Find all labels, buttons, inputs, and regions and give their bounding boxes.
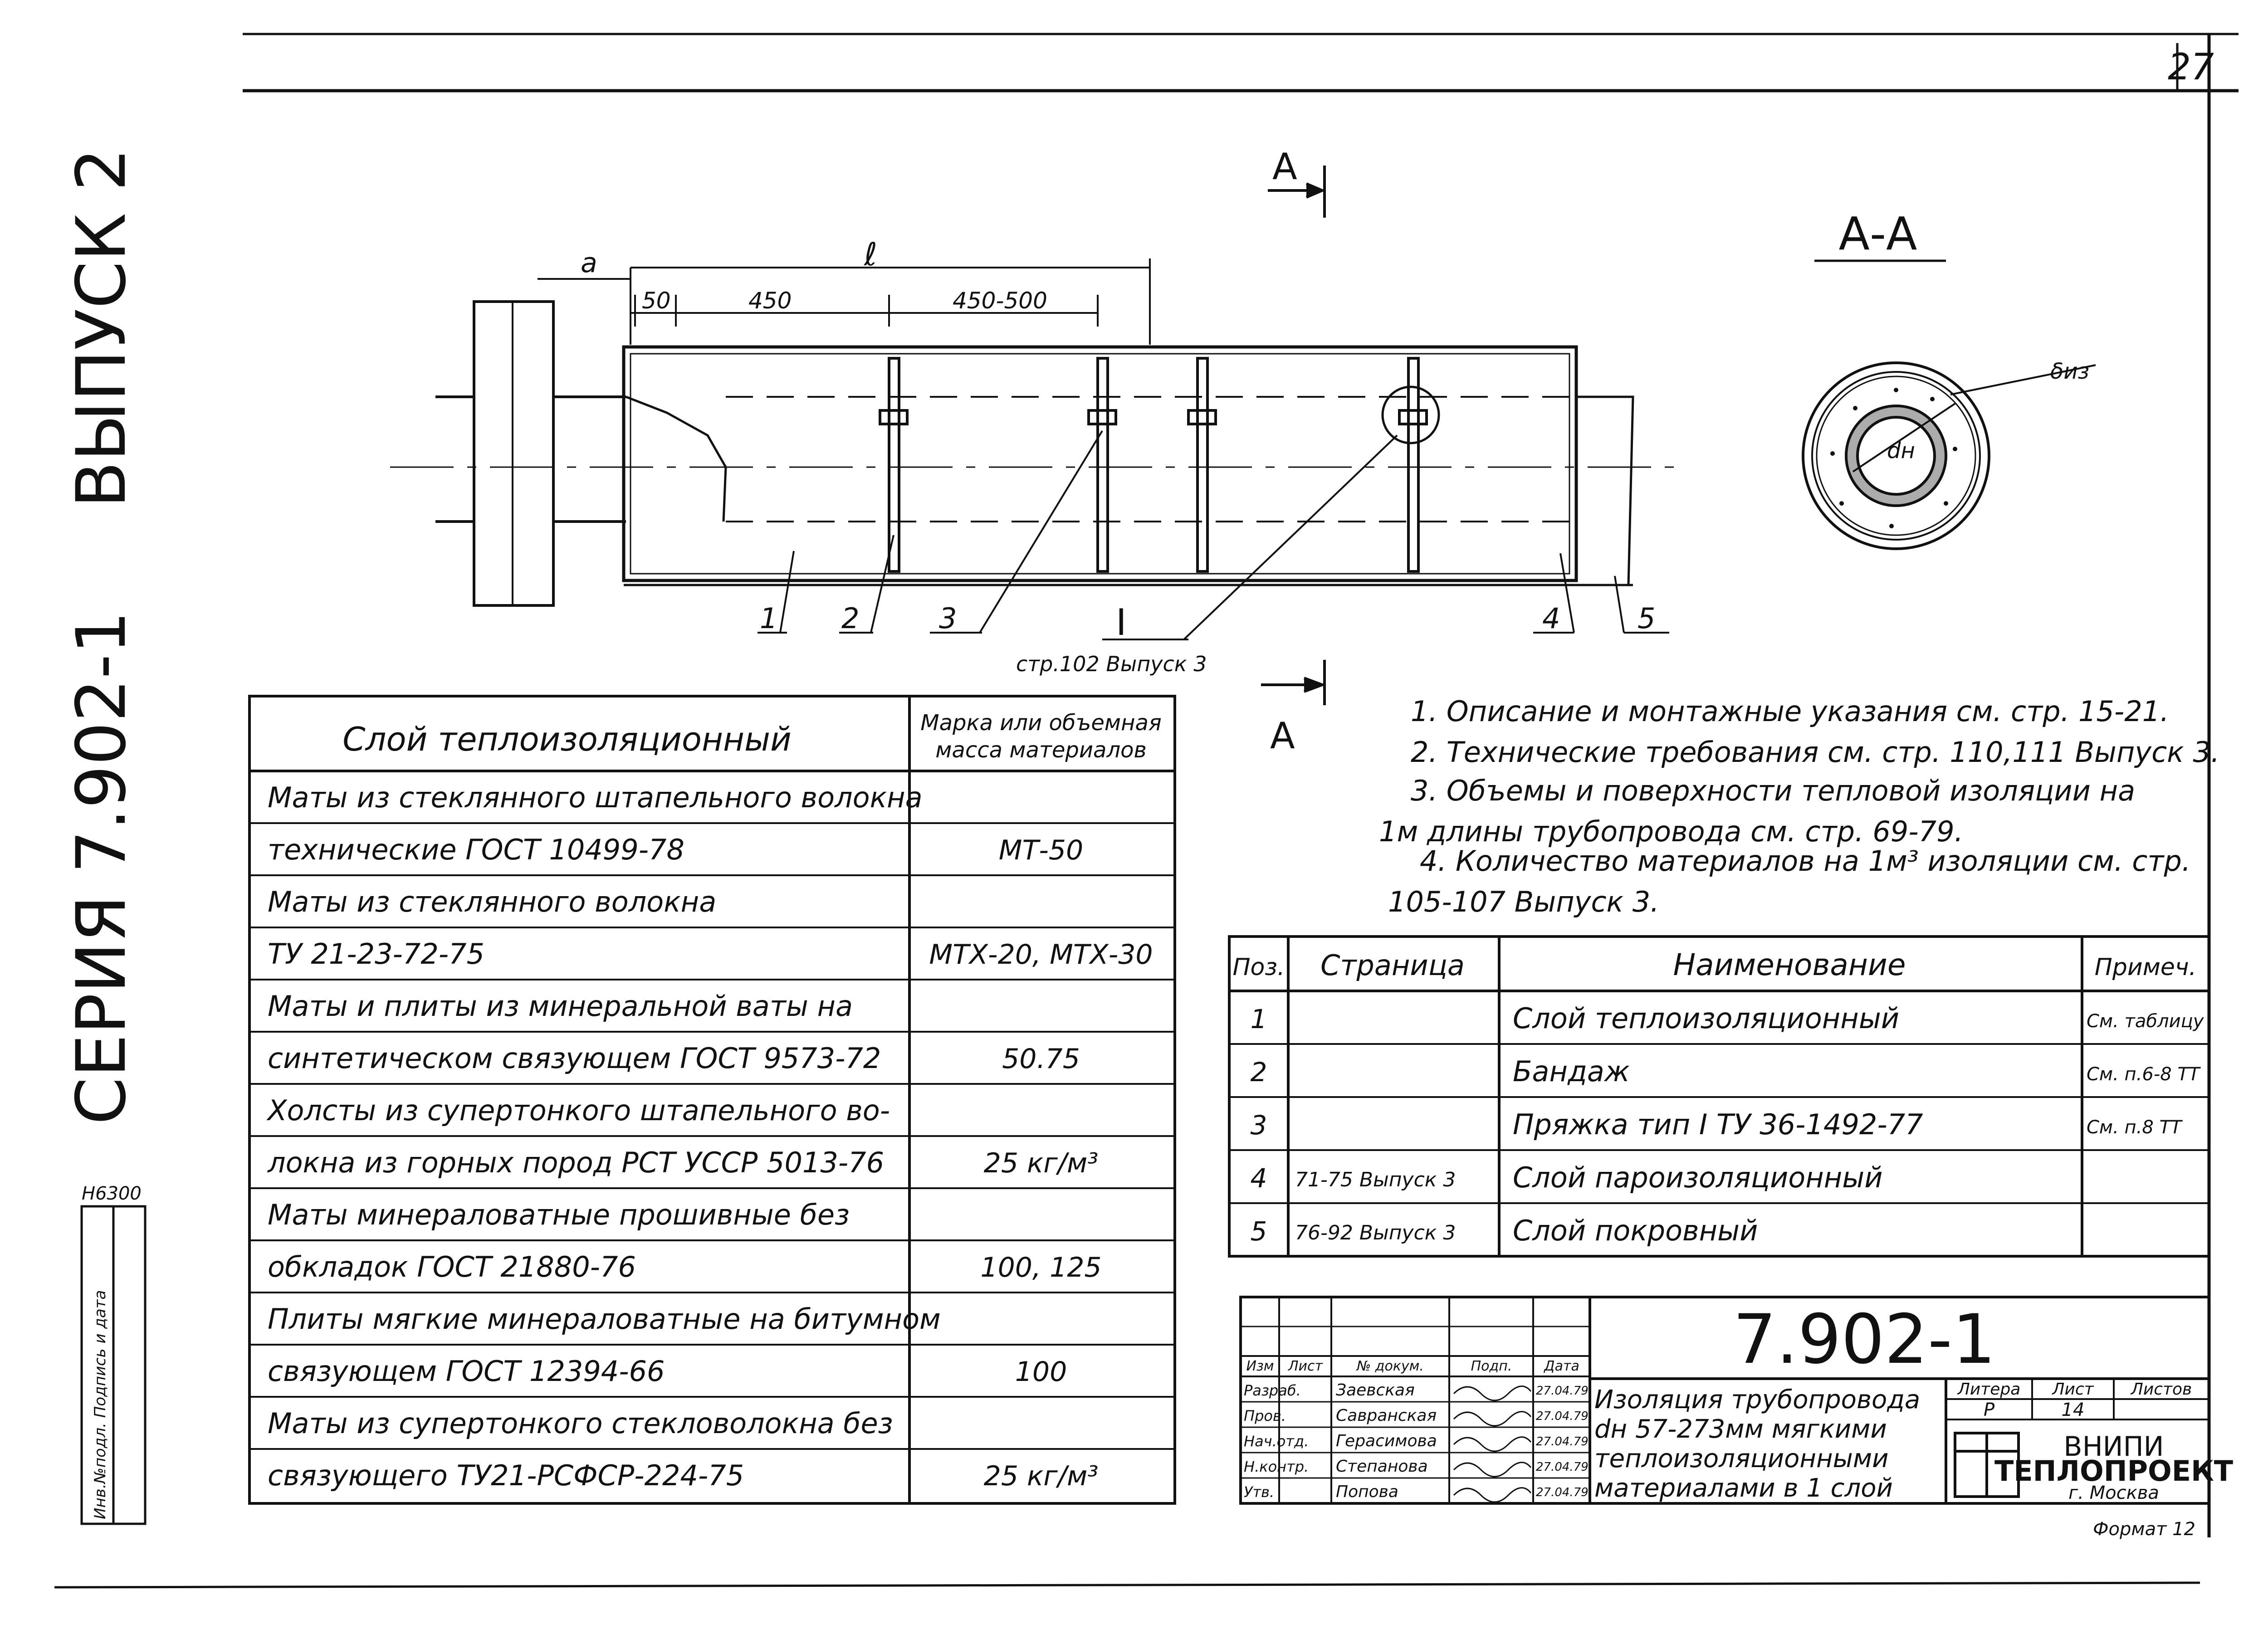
materials-row-text: Маты из стеклянного волокна — [268, 885, 717, 918]
dim-450: 450 — [748, 288, 792, 314]
title-block-col-header: Изм — [1246, 1358, 1274, 1374]
note-1: 1. Описание и монтажные указания см. стр. 15-21. — [1411, 695, 2169, 728]
signature-mark — [1454, 1412, 1531, 1426]
signature-mark — [1454, 1488, 1531, 1502]
spec-row-pos: 5 — [1250, 1216, 1267, 1247]
document-number: 7.902-1 — [1733, 1300, 1996, 1379]
spec-row-note: См. п.6-8 ТТ — [2087, 1064, 2200, 1085]
side-stamp-label: Инв.№подл. Подпись и дата — [91, 1290, 109, 1519]
materials-row-text: Маты из супертонкого стекловолокна без — [268, 1407, 893, 1440]
dim-50: 50 — [642, 288, 671, 314]
callout-4: 4 — [1542, 602, 1560, 635]
note-3: 3. Объемы и поверхности тепловой изоляции на — [1411, 774, 2136, 807]
materials-row-text: синтетическом связующем ГОСТ 9573-72 — [268, 1042, 881, 1075]
org-city: г. Москва — [2068, 1483, 2159, 1503]
materials-row-text: ТУ 21-23-72-75 — [268, 937, 485, 971]
spec-header-pos: Поз. — [1232, 954, 1285, 981]
spec-table — [1229, 937, 2209, 1256]
title-block — [1241, 1297, 2233, 1503]
materials-row-text: Маты и плиты из минеральной ваты на — [268, 990, 853, 1023]
spec-row-name: Слой теплоизоляционный — [1513, 1002, 1900, 1035]
detail-reference: стр.102 Выпуск 3 — [1016, 652, 1207, 676]
title-block-role: Пров. — [1244, 1407, 1286, 1424]
title-line-1: Изоляция трубопровода — [1594, 1385, 1921, 1415]
spec-header-page: Страница — [1320, 949, 1465, 982]
spec-row-page: 76-92 Выпуск 3 — [1295, 1221, 1456, 1244]
title-block-role: Н.контр. — [1244, 1458, 1309, 1475]
spec-row-pos: 1 — [1250, 1004, 1267, 1034]
materials-row-mark: 100 — [1015, 1356, 1067, 1388]
title-block-col-header: Лист — [1288, 1358, 1323, 1374]
band-2 — [1098, 358, 1108, 571]
insulation-layer — [624, 347, 1576, 580]
signature-mark — [1454, 1386, 1531, 1400]
materials-header-mark-1: Марка или объемная — [920, 710, 1162, 736]
sheet-number: 27 — [2168, 46, 2214, 88]
title-line-2: dн 57-273мм мягкими — [1594, 1415, 1887, 1444]
sheet-value: 14 — [2061, 1400, 2085, 1420]
flange — [474, 302, 553, 605]
callout-leaders — [758, 431, 1669, 639]
org-name-2: ТЕПЛОПРОЕКТ — [1994, 1454, 2234, 1488]
dim-l: ℓ — [864, 236, 877, 273]
title-block-date: 27.04.79 — [1536, 1384, 1589, 1398]
materials-row-text: обкладок ГОСТ 21880-76 — [268, 1250, 636, 1283]
materials-row-text: Маты из стеклянного штапельного волокна — [268, 781, 923, 814]
materials-row-mark: 25 кг/м³ — [983, 1460, 1099, 1492]
title-block-col-header: Подп. — [1471, 1358, 1512, 1374]
title-block-date: 27.04.79 — [1536, 1486, 1589, 1499]
sheet-format: Формат 12 — [2093, 1519, 2195, 1540]
note-4: 4. Количество материалов на 1м³ изоляции см. стр. — [1420, 844, 2191, 878]
spec-row-note: См. п.8 ТТ — [2087, 1117, 2182, 1138]
spec-header-note: Примеч. — [2094, 954, 2197, 981]
section-mark-top: A — [1272, 146, 1297, 188]
materials-row-text: локна из горных пород РСТ УССР 5013-76 — [268, 1146, 885, 1179]
note-4-cont: 105-107 Выпуск 3. — [1388, 885, 1659, 918]
title-line-4: материалами в 1 слой — [1594, 1473, 1893, 1503]
section-mark-bottom: A — [1270, 715, 1295, 757]
callout-detail-I: I — [1116, 601, 1127, 644]
spec-row-name: Слой пароизоляционный — [1513, 1161, 1883, 1194]
band-4 — [1408, 358, 1418, 571]
title-block-date: 27.04.79 — [1536, 1435, 1589, 1449]
litera-value: Р — [1983, 1400, 1995, 1420]
spec-header-name: Наименование — [1673, 947, 1906, 982]
materials-row-text: технические ГОСТ 10499-78 — [268, 833, 684, 866]
side-code: Н6300 — [82, 1183, 142, 1204]
side-series: СЕРИЯ 7.902-1 — [62, 610, 141, 1125]
title-block-person: Степанова — [1336, 1457, 1428, 1476]
title-block-role: Разраб. — [1244, 1382, 1301, 1399]
materials-row-mark: МТХ-20, МТХ-30 — [929, 939, 1153, 971]
title-block-person: Заевская — [1336, 1381, 1415, 1400]
title-block-role: Утв. — [1244, 1483, 1275, 1501]
spec-row-pos: 4 — [1250, 1163, 1267, 1194]
sheets-header: Листов — [2131, 1380, 2192, 1399]
notes — [1379, 695, 2219, 918]
materials-row-text: связующего ТУ21-РСФСР-224-75 — [268, 1459, 744, 1492]
materials-header-mark-2: масса материалов — [935, 737, 1147, 763]
dim-a: a — [581, 247, 597, 279]
sheet-header: Лист — [2052, 1380, 2094, 1399]
pipe-drawing — [390, 302, 1687, 605]
signature-mark — [1454, 1437, 1531, 1451]
side-issue: ВЫПУСК 2 — [62, 148, 141, 508]
title-block-col-header: № докум. — [1357, 1358, 1424, 1374]
spec-row-pos: 2 — [1250, 1057, 1267, 1088]
materials-row-text: Холсты из супертонкого штапельного во- — [268, 1094, 890, 1127]
band-3 — [1198, 358, 1207, 571]
title-block-date: 27.04.79 — [1536, 1460, 1589, 1474]
title-block-col-header: Дата — [1544, 1358, 1579, 1374]
materials-row-mark: 100, 125 — [980, 1252, 1102, 1283]
materials-row-text: связующем ГОСТ 12394-66 — [268, 1355, 665, 1388]
materials-row-text: Маты минераловатные прошивные без — [268, 1198, 850, 1231]
note-3-cont: 1м длины трубопровода см. стр. 69-79. — [1379, 815, 1964, 848]
dim-450-500: 450-500 — [953, 288, 1047, 314]
detail-circle — [1383, 387, 1439, 443]
title-block-person: Герасимова — [1336, 1432, 1437, 1450]
label-diz: δиз — [2050, 359, 2090, 384]
org-name-1: ВНИПИ — [2063, 1431, 2164, 1463]
spec-row-name: Пряжка тип I ТУ 36-1492-77 — [1513, 1108, 1923, 1141]
spec-row-name: Слой покровный — [1513, 1214, 1758, 1247]
materials-row-mark: 25 кг/м³ — [983, 1147, 1099, 1179]
section-cut-marks — [1261, 166, 1325, 705]
materials-row-mark: 50.75 — [1002, 1043, 1080, 1075]
title-block-person: Попова — [1336, 1483, 1398, 1501]
section-title: А-А — [1838, 207, 1917, 260]
label-dn: dн — [1887, 438, 1915, 463]
callout-3: 3 — [939, 602, 957, 635]
spec-row-note: См. таблицу — [2087, 1011, 2204, 1032]
materials-row-text: Плиты мягкие минераловатные на битумном — [268, 1302, 941, 1336]
spec-row-pos: 3 — [1250, 1110, 1267, 1141]
spec-row-name: Бандаж — [1513, 1055, 1630, 1088]
spec-row-page: 71-75 Выпуск 3 — [1295, 1168, 1456, 1191]
title-line-3: теплоизоляционными — [1594, 1444, 1889, 1473]
callout-1: 1 — [760, 602, 778, 635]
materials-table — [249, 696, 1175, 1503]
title-block-person: Савранская — [1336, 1406, 1437, 1425]
litera-header: Литера — [1957, 1380, 2021, 1399]
note-2: 2. Технические требования см. стр. 110,111 Выпуск 3. — [1411, 736, 2220, 769]
materials-row-mark: МТ-50 — [998, 834, 1084, 866]
callout-2: 2 — [841, 602, 860, 635]
section-view — [1803, 363, 2096, 549]
dimension-lines — [538, 259, 1150, 345]
band-1 — [889, 358, 899, 571]
signature-mark — [1454, 1463, 1531, 1477]
callout-5: 5 — [1637, 602, 1656, 635]
materials-header-layer: Слой теплоизоляционный — [342, 720, 792, 758]
title-block-date: 27.04.79 — [1536, 1410, 1589, 1423]
title-block-role: Нач.отд. — [1244, 1433, 1309, 1450]
